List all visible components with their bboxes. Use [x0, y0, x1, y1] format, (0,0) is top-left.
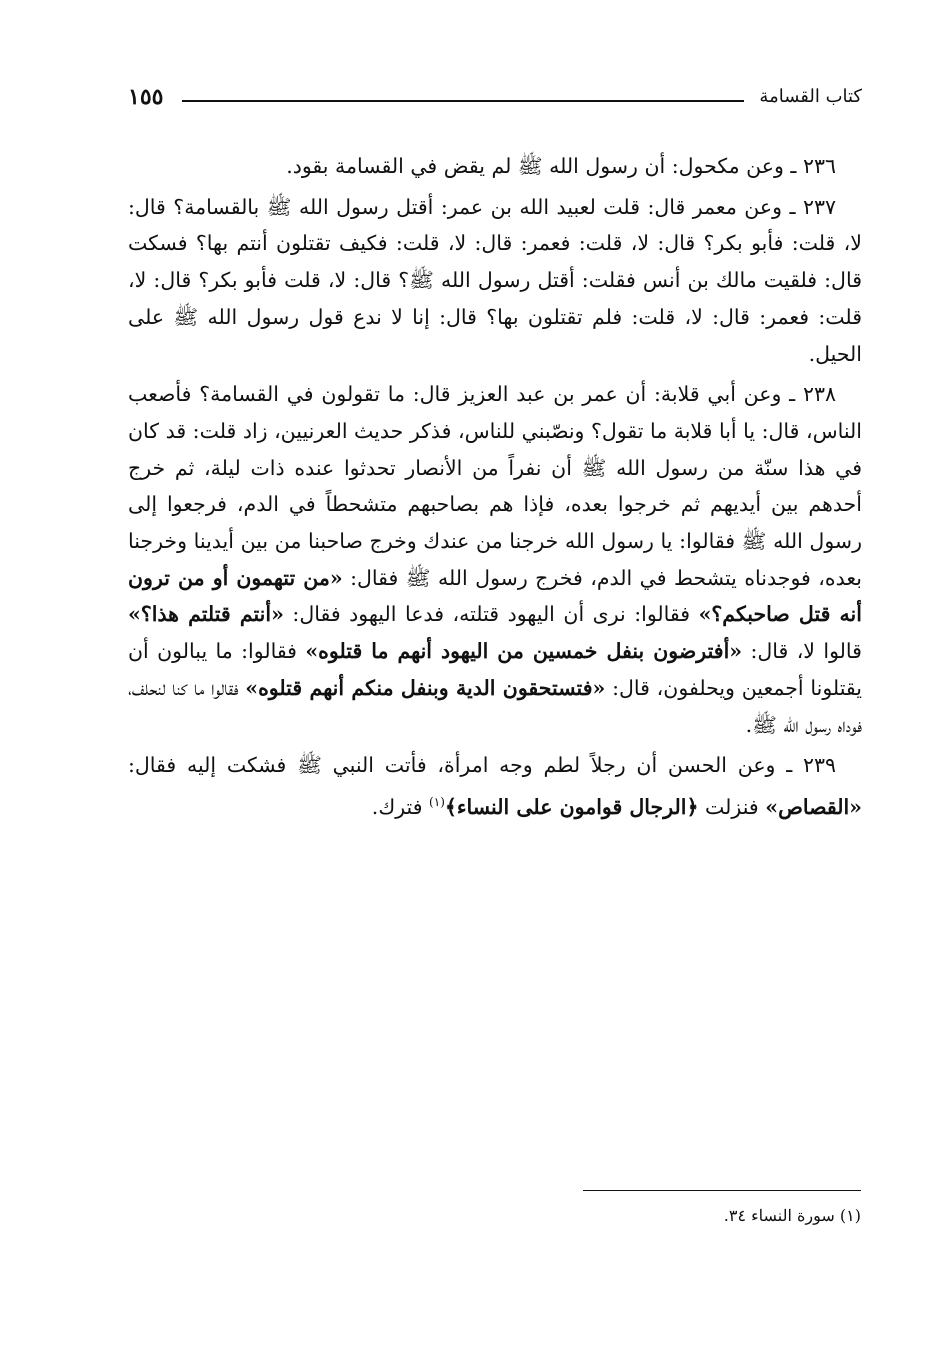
hadith-quote-qisas: «القصاص» [765, 794, 862, 819]
paragraph-238-text-e: فقالوا ما كنا لنحلف، فوداه رسول الله ﷺ. [128, 675, 862, 737]
paragraph-239-text-b: فنزلت [705, 794, 759, 819]
paragraph-239-text-c: فترك. [371, 794, 423, 819]
paragraph-238 [128, 376, 862, 743]
paragraph-239 [128, 747, 862, 825]
footnote-ref: (١) [429, 794, 445, 809]
footnote: (١) سورة النساء ٣٤. [723, 1206, 861, 1225]
header-rule [182, 100, 744, 102]
paragraph-239-text-a: ٢٣٩ ـ وعن الحسن أن رجلاً لطم وجه امرأة، فأتت النبي ﷺ فشكت إليه فقال: [128, 753, 836, 778]
paragraph-238-text-b: فقالوا: نرى أن اليهود قتلته، فدعا اليهود فقال: [292, 602, 691, 627]
paragraph-237: ٢٣٧ ـ وعن معمر قال: قلت لعبيد الله بن عمر: أقتل رسول الله ﷺ بالقسامة؟ قال: لا، قلت: فأبو بكر؟ قال: لا، قلت: فعمر: قال: لا، قلت: فكيف تقتلون أنتم بها؟ فسكت قال: فلقيت مالك بن أنس فقلت: أقتل رسول الله ﷺ؟ قال: لا، قلت فأبو بكر؟ قال: لا، قلت: فعمر: قال: لا، قلت: فلم تقتلون بها؟ قال: إنا لا ندع قول رسول الله ﷺ على الحيل. [128, 194, 862, 366]
book-title: كتاب القسامة [759, 86, 862, 107]
hadith-quote-1: «من تتهمون أو من ترون أنه قتل صاحبكم؟» [128, 565, 862, 627]
hadith-quote-4: «فتستحقون الدية وبنفل منكم أنهم قتلوه» [245, 675, 606, 700]
page-header [128, 84, 862, 114]
quran-verse-quote: ﴿الرجال قوامون على النساء﴾ [444, 794, 699, 819]
hadith-quote-3: «أفترضون بنفل خمسين من اليهود أنهم ما قتلوه» [305, 639, 743, 664]
hadith-quote-2: «أنتم قتلتم هذا؟» [128, 602, 284, 627]
paragraph-238-text-a: ٢٣٨ ـ وعن أبي قلابة: أن عمر بن عبد العزيز قال: ما تقولون في القسامة؟ فأصعب الناس، قال: يا أبا قلابة ما تقول؟ ونصّبني للناس، فذكر حديث العرنيين، زاد قلت: قد كان في هذا سنّة من رسول الله ﷺ أن نفراً من الأنصار تحدثوا عنده ذات ليلة، ثم خرج أحدهم بين أيديهم ثم خرجوا بعده، فإذا هم بصاحبهم متشحطاً في الدم، فرجعوا إلى رسول الله ﷺ فقالوا: يا رسول الله خرجنا من عندك وخرج صاحبنا من بين أيدينا وخرجنا بعده، فوجدناه يتشحط في الدم، فخرج رسول الله ﷺ فقال: [128, 382, 862, 590]
page-number: ١٥٥ [128, 84, 164, 110]
paragraph-238-text-c: قالوا لا، قال: [750, 639, 862, 664]
footnote-rule [583, 1190, 861, 1191]
paragraph-236: ٢٣٦ ـ وعن مكحول: أن رسول الله ﷺ لم يقض في القسامة بقود. [286, 154, 836, 178]
body-text [128, 148, 862, 825]
paragraph-238-text-d: فقالوا: ما يبالون أن يقتلونا أجمعين ويحلفون، قال: [128, 639, 862, 700]
